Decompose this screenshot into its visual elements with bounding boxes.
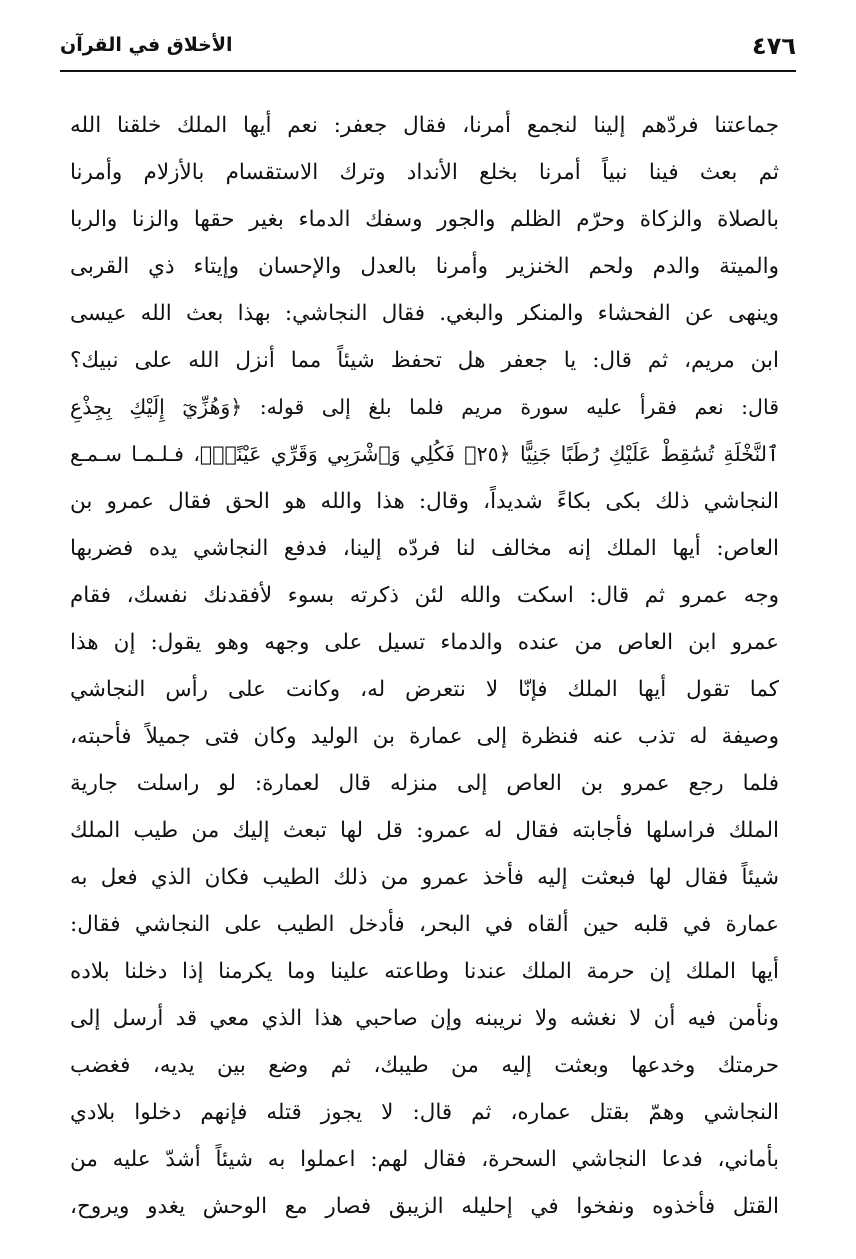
- text-line: ابن مريم، ثم قال: يا جعفر هل تحفظ شيئاً مما أنزل الله على نبيك؟: [70, 348, 779, 373]
- text-line: العاص: أيها الملك إنه مخالف لنا فردّه إلينا، فدفع النجاشي يده فضربها: [70, 536, 779, 561]
- text-line: وصيفة له تذب عنه فنظرة إلى عمارة بن الوليد وكان فتى جميلاً فأحبته،: [70, 724, 779, 749]
- header-divider: [60, 70, 796, 72]
- text-line: كما تقول أيها الملك فإنّا لا نتعرض له، وكانت على رأس النجاشي: [70, 677, 779, 702]
- text-line: القتل فأخذوه ونفخوا في إحليله الزيبق فصار مع الوحش يغدو ويروح،: [70, 1194, 779, 1219]
- text-line: بأماني، فدعا النجاشي السحرة، فقال لهم: اعملوا به شيئاً أشدّ عليه من: [70, 1147, 779, 1172]
- text-line: الملك فراسلها فأجابته فقال له عمرو: قل لها تبعث إليك من طيب الملك: [70, 818, 779, 843]
- text-line: أيها الملك إن حرمة الملك عندنا وطاعته علينا وما يكرمنا إذا دخلنا بلاده: [70, 959, 779, 984]
- text-line: فلما رجع عمرو بن العاص إلى منزله قال لعمارة: لو راسلت جارية: [70, 771, 779, 796]
- text-line: جماعتنا فردّهم إلينا لنجمع أمرنا، فقال جعفر: نعم أيها الملك خلقنا الله: [70, 113, 779, 138]
- text-line: حرمتك وخدعها وبعثت إليه من طيبك، ثم وضع بين يديه، فغضب: [70, 1053, 779, 1078]
- text-line: النجاشي وهمّ بقتل عماره، ثم قال: لا يجوز قتله فإنهم دخلوا بلادي: [70, 1100, 779, 1125]
- page-number: ٤٧٦: [752, 32, 796, 60]
- text-line: وينهى عن الفحشاء والمنكر والبغي. فقال النجاشي: بهذا بعث الله عيسى: [70, 301, 779, 326]
- running-title: الأخلاق في القرآن: [60, 34, 233, 56]
- text-line: بالصلاة والزكاة وحرّم الظلم والجور وسفك الدماء بغير حقها والزنا والربا: [70, 207, 779, 232]
- page-header: [60, 28, 796, 72]
- text-line: والميتة والدم ولحم الخنزير وأمرنا بالعدل والإحسان وإيتاء ذي القربى: [70, 254, 779, 279]
- text-line-verse-end: ٱلنَّخْلَةِ تُسَٰقِطْ عَلَيْكِ رُطَبًا جَنِيًّا ﴿٢٥﴾ فَكُلِي وَٱشْرَبِي وَقَرِّي عَيْنًاۖ﴾، فـلـمـا سـمـع: [70, 442, 779, 466]
- text-line: عمرو ابن العاص من عنده والدماء تسيل على وجهه وهو يقول: إن هذا: [70, 630, 779, 655]
- text-line: ونأمن فيه أن لا نغشه ولا نريبنه وإن صاحبي هذا الذي معي قد أرسل إلى: [70, 1006, 779, 1031]
- text-line: وجه عمرو ثم قال: اسكت والله لئن ذكرته بسوء لأفقدنك نفسك، فقام: [70, 583, 779, 608]
- text-line: ثم بعث فينا نبياً أمرنا بخلع الأنداد وترك الاستقسام بالأزلام وأمرنا: [70, 160, 779, 185]
- text-line: النجاشي ذلك بكى بكاءً شديداً، وقال: هذا والله هو الحق فقال عمرو بن: [70, 489, 779, 514]
- text-line: عمارة في قلبه حين ألقاه في البحر، فأدخل الطيب على النجاشي فقال:: [70, 912, 779, 937]
- body-text: [70, 102, 779, 1230]
- text-line: شيئاً فقال لها فبعثت إليه فأخذ عمرو من ذلك الطيب فكان الذي فعل به: [70, 865, 779, 890]
- text-line-verse-start: قال: نعم فقرأ عليه سورة مريم فلما بلغ إلى قوله: ﴿وَهُزِّيٓ إِلَيْكِ بِجِذْعِ: [70, 395, 779, 419]
